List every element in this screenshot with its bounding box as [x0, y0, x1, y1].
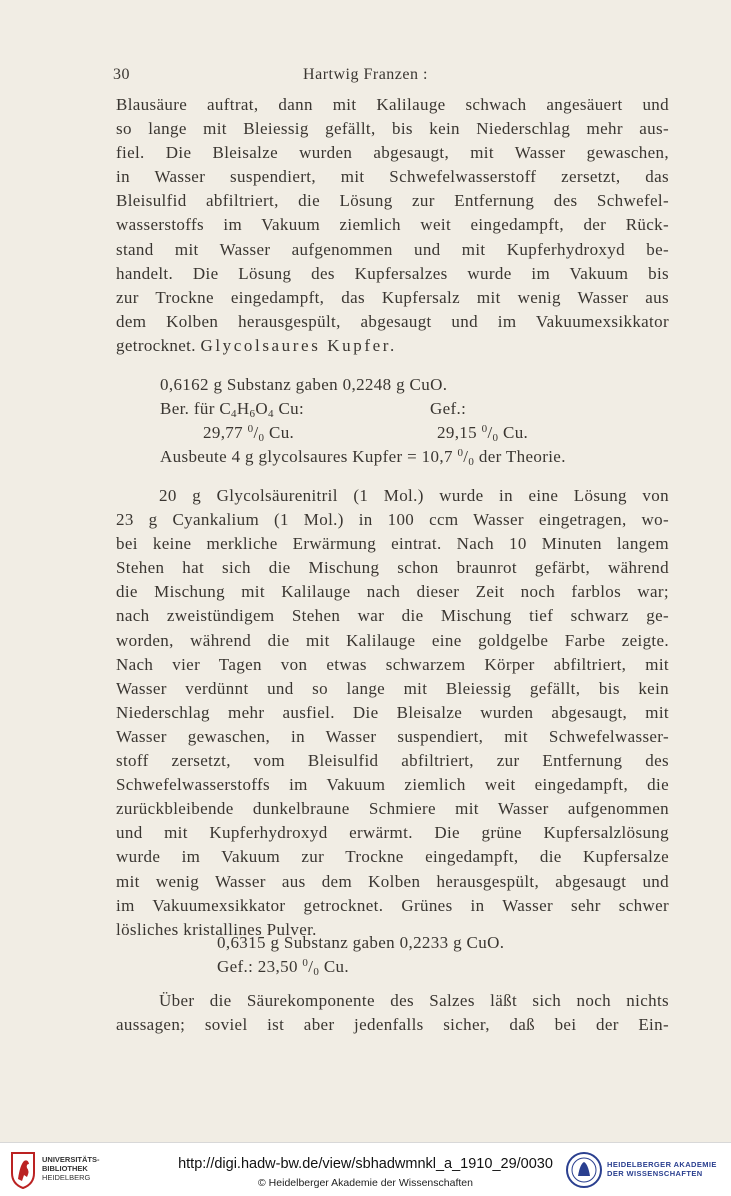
p1-line: in Wasser suspendiert, mit Schwefelwasserstoff zersetzt, das — [116, 167, 669, 187]
paragraph-3 — [116, 989, 669, 1037]
analysis-1-yield-line: Ausbeute 4 g glycolsaures Kupfer = 10,7 $^0/_0$ der Theorie. — [160, 447, 566, 469]
p1-line: Bleisulfid abfiltriert, die Lösung zur Entfernung des Schwefel- — [116, 191, 669, 211]
p2-line: lösliches kristallines Pulver. — [116, 919, 317, 939]
analysis-2-gef-line: Gef.: 23,50 $^0/_0$ Cu. — [217, 957, 349, 979]
p3-line: Über die Säurekomponente des Salzes läßt sich noch nichts — [159, 991, 669, 1010]
p3-line: aussagen; soviel ist aber jedenfalls sicher, daß bei der Ein- — [116, 1015, 669, 1035]
p2-line: Wasser gewaschen, in Wasser suspendiert, mit Schwefelwasser- — [116, 726, 669, 746]
analysis-1-ber-line: Ber. für $C_4H_6O_4$ Cu: Gef.: — [160, 399, 467, 421]
p2-line: stoff zersetzt, vom Bleisulfid abfiltriert, zur Entfernung des — [116, 751, 669, 771]
p2-line: mit wenig Wasser aus dem Kolben herausgespült, abgesaugt und — [116, 871, 669, 891]
p2-line: nach zweistündigem Stehen war die Mischung tief schwarz ge- — [116, 606, 669, 626]
page-header — [0, 66, 731, 88]
p2-line: Niederschlag mehr ausfiel. Die Bleisalze wurden abgesaugt, mit — [116, 702, 669, 722]
analysis-block-2 — [217, 931, 617, 979]
p2-line: Wasser verdünnt und so lange mit Bleiessig gefällt, bis kein — [116, 678, 669, 698]
p2-line: 23 g Cyankalium (1 Mol.) in 100 ccm Wasser eingetragen, wo- — [116, 510, 669, 530]
p2-line: 20 g Glycolsäurenitril (1 Mol.) wurde in eine Lösung von — [159, 486, 669, 505]
page-number: 30 — [113, 66, 130, 83]
p1-line: dem Kolben herausgespült, abgesaugt und im Vakuumexsikkator — [116, 311, 669, 331]
seal-icon — [565, 1151, 603, 1189]
analysis-1-gef-label: Gef.: — [430, 399, 467, 419]
permalink-url[interactable]: http://digi.hadw-bw.de/view/sbhadwmnkl_a_1910_29/0030 — [178, 1156, 553, 1172]
p1-line: getrocknet. Glycolsaures Kupfer. — [116, 335, 397, 355]
p1-line: handelt. Die Lösung des Kupfersalzes wurde im Vakuum bis — [116, 263, 669, 283]
p1-line: zur Trockne eingedampft, das Kupfersalz mit wenig Wasser aus — [116, 287, 669, 307]
p2-line: die Mischung mit Kalilauge nach dieser Zeit noch farblos war; — [116, 582, 669, 602]
p1-line: wasserstoffs im Vakuum ziemlich weit eingedampft, der Rück- — [116, 215, 669, 235]
p2-line: worden, während die mit Kalilauge eine goldgelbe Farbe zeigte. — [116, 630, 669, 650]
academy-name: HEIDELBERGER AKADEMIE DER WISSENSCHAFTEN — [607, 1160, 717, 1178]
p2-line: bei keine merkliche Erwärmung eintrat. Nach 10 Minuten langem — [116, 534, 669, 554]
p2-line: und mit Kupferhydroxyd erwärmt. Die grüne Kupfersalzlösung — [116, 823, 669, 843]
paragraph-1 — [116, 93, 669, 358]
footer-bar — [0, 1142, 731, 1196]
analysis-1-values-line: 29,77 $^0/_0$ Cu. 29,15 $^0/_0$ Cu. — [203, 423, 529, 445]
p1-line: so lange mit Bleiessig gefällt, bis kein Niederschlag mehr aus- — [116, 119, 669, 139]
analysis-block-1 — [160, 373, 670, 469]
paragraph-2 — [116, 484, 669, 942]
p2-line: wurde im Vakuum zur Trockne eingedampft, die Kupfersalze — [116, 847, 669, 867]
p2-line: Schwefelwasserstoffs im Vakuum ziemlich weit eingedampft, die — [116, 775, 669, 795]
running-title: Hartwig Franzen : — [303, 66, 428, 83]
p2-line: im Vakuumexsikkator getrocknet. Grünes in Wasser sehr schwer — [116, 895, 669, 915]
copyright-notice: © Heidelberger Akademie der Wissenschaften — [258, 1177, 473, 1189]
p1-line: stand mit Wasser aufgenommen und mit Kupferhydroxyd be- — [116, 239, 669, 259]
p2-line: Nach vier Tagen von etwas schwarzem Körper abfiltriert, mit — [116, 654, 669, 674]
p1-line: fiel. Die Bleisalze wurden abgesaugt, mit Wasser gewaschen, — [116, 143, 669, 163]
p1-line: Blausäure auftrat, dann mit Kalilauge schwach angesäuert und — [116, 95, 669, 114]
library-name: UNIVERSITÄTS- BIBLIOTHEK HEIDELBERG — [42, 1155, 100, 1182]
analysis-1-line-1: 0,6162 g Substanz gaben 0,2248 g CuO. — [160, 375, 448, 394]
analysis-2-line-1: 0,6315 g Substanz gaben 0,2233 g CuO. — [217, 933, 505, 952]
p2-line: Stehen hat sich die Mischung schon braunrot gefärbt, während — [116, 558, 669, 578]
p2-line: zurückbleibende dunkelbraune Schmiere mit Wasser aufgenommen — [116, 799, 669, 819]
